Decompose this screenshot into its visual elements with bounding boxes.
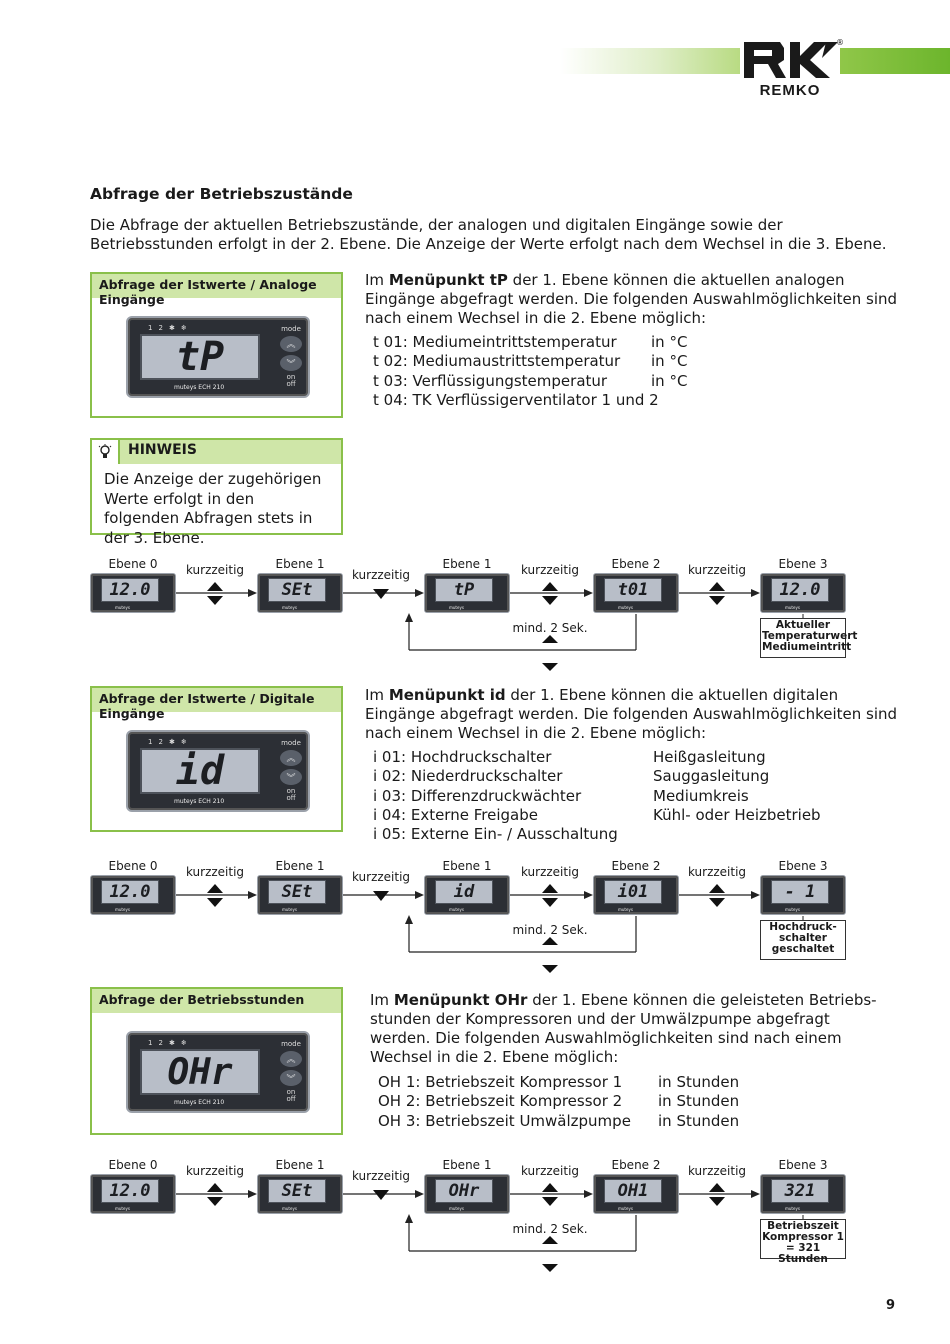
led-2: 2 [158, 738, 163, 746]
triangle-up-icon [709, 1183, 725, 1192]
on-off-label: on off [286, 373, 296, 389]
mini-panel-brand: muteys [282, 605, 297, 610]
mini-display: tP [435, 578, 493, 602]
result-note [760, 920, 846, 960]
box-title: Abfrage der Istwerte / Analoge Eingänge [92, 274, 341, 298]
snowflake-icon: ✱ [168, 738, 175, 746]
arrow-label: kurzzeitig [687, 563, 747, 577]
snowflake-icon: ❄ [180, 324, 187, 332]
snowflake-icon: ❄ [180, 738, 187, 746]
item-value: Heißgasleitung [653, 748, 766, 766]
panel-buttons [280, 738, 302, 804]
triangle-up-icon [207, 582, 223, 591]
triangle-down-icon [709, 596, 725, 605]
item-label: i 05: Externe Ein- / Ausschaltung [373, 825, 618, 844]
led-2: 2 [158, 1039, 163, 1047]
level-label: Ebene 1 [442, 557, 492, 571]
arrow-head [405, 613, 413, 622]
arrow-head [248, 1190, 257, 1198]
controller-panel [126, 730, 310, 812]
item-value: in °C [651, 333, 688, 351]
level-label: Ebene 0 [108, 557, 158, 571]
list-item [373, 767, 873, 786]
snowflake-icon: ❄ [180, 1039, 187, 1047]
remko-logo-mark [740, 38, 840, 82]
arrow-head [584, 589, 593, 597]
item-label: i 04: Externe Freigabe [373, 805, 538, 824]
mini-panel-brand: muteys [282, 1206, 297, 1211]
item-value: Sauggasleitung [653, 767, 770, 786]
arrow-head [751, 589, 760, 597]
panel-brand: muteys ECH 210 [174, 384, 225, 391]
mini-panel-brand: muteys [618, 907, 633, 912]
triangle-up-icon [542, 884, 558, 893]
level-label: Ebene 3 [778, 557, 828, 571]
panel-leds [148, 738, 187, 746]
mode-label: mode [281, 1039, 301, 1048]
led-1: 1 [148, 738, 153, 746]
box-title: Abfrage der Betriebsstunden [92, 989, 341, 1013]
triangle-up-icon [542, 582, 558, 591]
result-note [760, 1219, 846, 1265]
panel-buttons [280, 1039, 302, 1105]
on-off-label: on off [286, 1088, 296, 1104]
mini-panel-brand: muteys [785, 1206, 800, 1211]
level-label: Ebene 1 [442, 859, 492, 873]
page-number: 9 [886, 1298, 896, 1313]
hint-box [90, 438, 343, 547]
hours-description: Im Menüpunkt OHr der 1. Ebene können die geleisteten Betriebs-stunden der Kompressoren und der Umwälzpumpe abgefragt werden. Die folgenden Auswahlmöglichkeiten sind nach einem Wechsel in die 2. Ebene möglich: [370, 991, 877, 1066]
controller-panel [126, 1031, 310, 1113]
triangle-down-icon [542, 596, 558, 605]
note-line: Betriebszeit [767, 1220, 839, 1232]
mini-display: OH1 [604, 1179, 662, 1203]
list-item [373, 391, 873, 410]
mini-display: t01 [604, 578, 662, 602]
note-line: = 321 Stunden [778, 1242, 828, 1265]
item-value: in Stunden [658, 1073, 740, 1091]
triangle-up-icon [709, 582, 725, 591]
mini-display: 12.0 [101, 1179, 159, 1203]
mini-display: 12.0 [101, 578, 159, 602]
arrow-head [405, 915, 413, 924]
list-item [373, 352, 873, 371]
arrow-label: kurzzeitig [185, 865, 245, 879]
mini-display: - 1 [771, 880, 829, 904]
mini-display: SEt [268, 1179, 326, 1203]
item-label: i 03: Differenzdruckwächter [373, 786, 582, 805]
panel-brand: muteys ECH 210 [174, 798, 225, 805]
item-label: t 02: Mediumaustrittstemperatur [373, 352, 621, 371]
triangle-up-icon [207, 884, 223, 893]
mini-display: id [435, 880, 493, 904]
list-item [378, 1073, 878, 1092]
arrow-label: kurzzeitig [185, 563, 245, 577]
mini-panel-brand: muteys [115, 907, 130, 912]
item-label: t 04: TK Verflüssigerventilator 1 und 2 [373, 390, 659, 409]
arrow-head [751, 891, 760, 899]
mini-panel-brand: muteys [618, 1206, 633, 1211]
hold-duration-label: mind. 2 Sek. [512, 923, 588, 937]
panel-leds [148, 324, 187, 332]
triangle-down-icon [373, 1190, 389, 1200]
snowflake-icon: ✱ [168, 1039, 175, 1047]
level-label: Ebene 0 [108, 1158, 158, 1172]
led-1: 1 [148, 324, 153, 332]
arrow-head [584, 891, 593, 899]
mini-display: SEt [268, 880, 326, 904]
arrow-label: kurzzeitig [351, 568, 411, 582]
arrow-head [751, 1190, 760, 1198]
hint-title: HINWEIS [120, 440, 341, 464]
triangle-down-icon [207, 596, 223, 605]
list-item [378, 1092, 878, 1111]
item-value: in Stunden [658, 1111, 740, 1130]
item-label: OH 1: Betriebszeit Kompressor 1 [378, 1073, 623, 1091]
item-label: i 02: Niederdruckschalter [373, 767, 563, 786]
arrow-head [415, 1190, 424, 1198]
arrow-label: kurzzeitig [520, 1164, 580, 1178]
analog-items-list [373, 333, 873, 410]
lightbulb-icon [92, 440, 120, 464]
triangle-down-icon [373, 589, 389, 599]
arrow-label: kurzzeitig [351, 1169, 411, 1183]
triangle-up-icon [709, 884, 725, 893]
digital-items-list [373, 748, 873, 844]
box-title: Abfrage der Istwerte / Digitale Eingänge [92, 688, 341, 712]
item-value: Kühl- oder Heizbetrieb [653, 805, 821, 824]
item-label: i 01: Hochdruckschalter [373, 748, 552, 766]
arrow-head [248, 589, 257, 597]
triangle-down-icon [709, 898, 725, 907]
triangle-down-icon [207, 1197, 223, 1206]
item-label: OH 3: Betriebszeit Umwälzpumpe [378, 1111, 631, 1130]
mini-display: 12.0 [771, 578, 829, 602]
triangle-down-icon [542, 1264, 558, 1272]
mini-panel-brand: muteys [449, 1206, 464, 1211]
intro-text: Die Abfrage der aktuellen Betriebszustände, der analogen und digitalen Eingänge sowie der Betriebsstunden erfolgt in der 2. Ebene. Die Anzeige der Werte erfolgt nach dem Wechsel in die 3. Ebene. [90, 216, 887, 253]
led-1: 1 [148, 1039, 153, 1047]
panel-brand: muteys ECH 210 [174, 1099, 225, 1106]
panel-leds [148, 1039, 187, 1047]
note-line: Kompressor 1 [762, 1231, 844, 1243]
triangle-down-icon [207, 898, 223, 907]
hold-duration-label: mind. 2 Sek. [512, 621, 588, 635]
note-line: Temperaturwert [762, 630, 858, 642]
level-label: Ebene 3 [778, 859, 828, 873]
led-2: 2 [158, 324, 163, 332]
mini-panel-brand: muteys [449, 907, 464, 912]
level-label: Ebene 1 [275, 557, 325, 571]
up-button[interactable]: ︽ [280, 1051, 302, 1067]
up-button[interactable]: ︽ [280, 336, 302, 352]
triangle-up-icon [207, 1183, 223, 1192]
list-item [373, 748, 873, 767]
arrow-head [584, 1190, 593, 1198]
down-button[interactable]: ︾ [280, 769, 302, 785]
note-line: Aktueller [775, 619, 831, 631]
controller-display: OHr [140, 1049, 260, 1095]
level-label: Ebene 1 [275, 859, 325, 873]
registered-mark: ® [836, 38, 844, 47]
arrow-head [405, 1214, 413, 1223]
level-label: Ebene 2 [611, 859, 661, 873]
digital-description: Im Menüpunkt id der 1. Ebene können die aktuellen digitalen Eingänge abgefragt werden. Die folgenden Auswahlmöglichkeiten sind nach einem Wechsel in die 2. Ebene möglich: [365, 686, 898, 742]
item-value: in Stunden [658, 1092, 740, 1111]
analog-description: Im Menüpunkt tP der 1. Ebene können die aktuellen analogen Eingänge abgefragt werden. Die folgenden Auswahlmöglichkeiten sind nach einem Wechsel in die 2. Ebene möglich: [365, 271, 898, 327]
down-button[interactable]: ︾ [280, 355, 302, 371]
level-label: Ebene 1 [275, 1158, 325, 1172]
list-item [373, 825, 873, 844]
controller-panel [126, 316, 310, 398]
hint-text: Die Anzeige der zugehörigen Werte erfolgt in den folgenden Abfragen stets in der 3. Ebene. [104, 470, 322, 547]
hold-duration-label: mind. 2 Sek. [512, 1222, 588, 1236]
arrow-head [415, 589, 424, 597]
digital-inputs-box [90, 686, 343, 832]
panel-buttons [280, 324, 302, 390]
mini-panel-brand: muteys [785, 907, 800, 912]
list-item [373, 806, 873, 825]
level-label: Ebene 0 [108, 859, 158, 873]
note-line: geschaltet [771, 943, 835, 955]
note-line: schalter [779, 932, 827, 944]
mini-panel-brand: muteys [115, 1206, 130, 1211]
triangle-up-icon [542, 1183, 558, 1192]
brand-name: REMKO [759, 82, 821, 99]
triangle-down-icon [709, 1197, 725, 1206]
note-line: Hochdruck- [769, 921, 837, 933]
mini-panel-brand: muteys [449, 605, 464, 610]
mini-display: i01 [604, 880, 662, 904]
arrow-label: kurzzeitig [687, 1164, 747, 1178]
result-note [760, 618, 858, 658]
controller-display: id [140, 748, 260, 794]
hours-items-list [378, 1073, 878, 1131]
controller-display: tP [140, 334, 260, 380]
page-heading: Abfrage der Betriebszustände [90, 185, 353, 203]
triangle-up-icon [542, 1236, 558, 1244]
arrow-label: kurzzeitig [185, 1164, 245, 1178]
up-button[interactable]: ︽ [280, 750, 302, 766]
item-label: OH 2: Betriebszeit Kompressor 2 [378, 1092, 623, 1111]
list-item [378, 1112, 878, 1131]
mini-panel-brand: muteys [785, 605, 800, 610]
mini-display: SEt [268, 578, 326, 602]
arrow-label: kurzzeitig [351, 870, 411, 884]
item-value: in °C [651, 371, 688, 390]
arrow-label: kurzzeitig [687, 865, 747, 879]
mini-display: 321 [771, 1179, 829, 1203]
triangle-down-icon [373, 891, 389, 901]
list-item [373, 372, 873, 391]
mini-panel-brand: muteys [282, 907, 297, 912]
mini-panel-brand: muteys [115, 605, 130, 610]
arrow-head [415, 891, 424, 899]
mini-display: OHr [435, 1179, 493, 1203]
triangle-down-icon [542, 965, 558, 973]
analog-inputs-box [90, 272, 343, 418]
note-line: Mediumeintritt [762, 641, 852, 653]
triangle-up-icon [542, 635, 558, 643]
mini-display: 12.0 [101, 880, 159, 904]
mode-label: mode [281, 324, 301, 333]
mode-label: mode [281, 738, 301, 747]
remko-logo [740, 38, 844, 102]
level-label: Ebene 3 [778, 1158, 828, 1172]
level-label: Ebene 2 [611, 557, 661, 571]
item-value: Mediumkreis [653, 786, 749, 805]
triangle-down-icon [542, 898, 558, 907]
list-item [373, 787, 873, 806]
mini-panel-brand: muteys [618, 605, 633, 610]
down-button[interactable]: ︾ [280, 1070, 302, 1086]
triangle-down-icon [542, 663, 558, 671]
list-item [373, 333, 873, 352]
triangle-up-icon [542, 937, 558, 945]
on-off-label: on off [286, 787, 296, 803]
item-label: t 03: Verflüssigungstemperatur [373, 371, 608, 390]
arrow-head [248, 891, 257, 899]
arrow-label: kurzzeitig [520, 865, 580, 879]
operating-hours-box [90, 987, 343, 1135]
arrow-label: kurzzeitig [520, 563, 580, 577]
item-value: in °C [651, 352, 688, 371]
item-label: t 01: Mediumeintrittstemperatur [373, 333, 617, 351]
level-label: Ebene 2 [611, 1158, 661, 1172]
triangle-down-icon [542, 1197, 558, 1206]
snowflake-icon: ✱ [168, 324, 175, 332]
level-label: Ebene 1 [442, 1158, 492, 1172]
